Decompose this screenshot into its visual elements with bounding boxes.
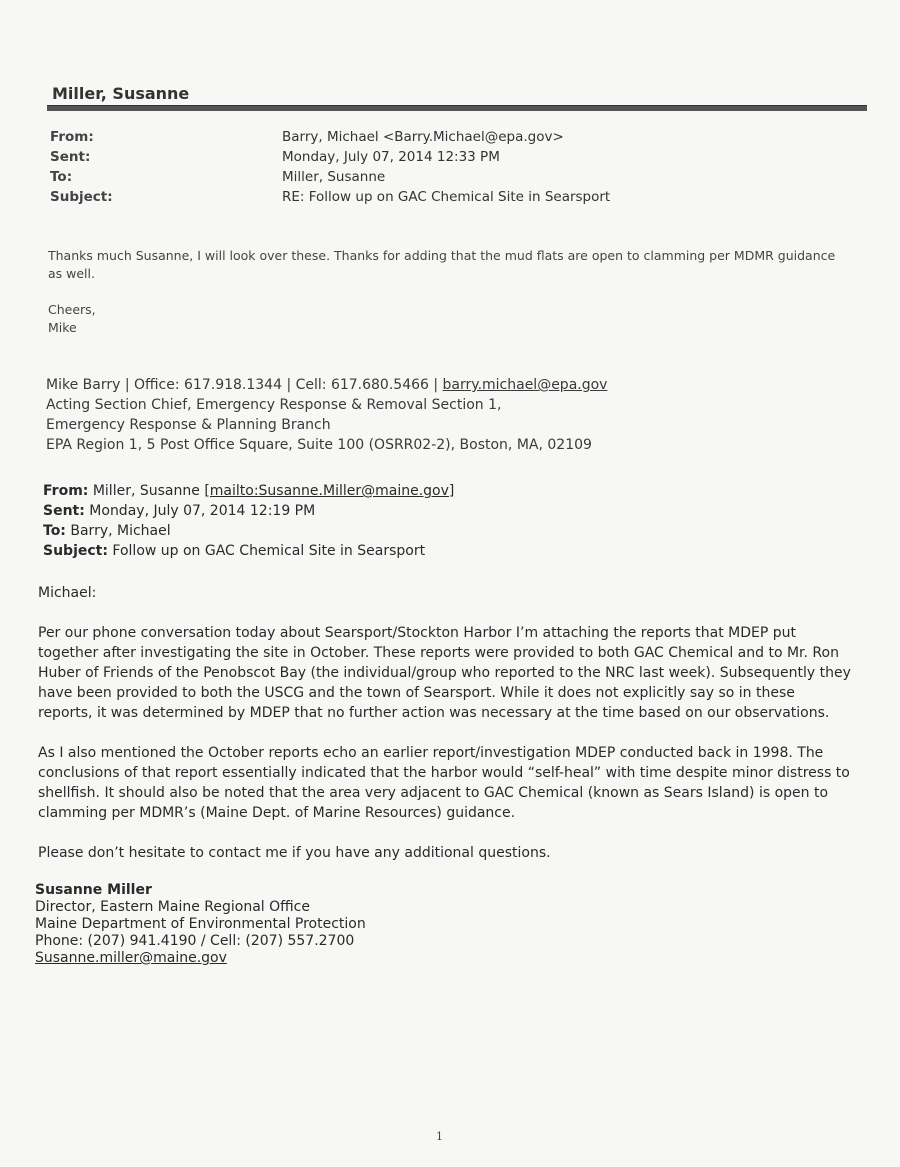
original-sent-row (43, 501, 454, 521)
reply-subject-value: RE: Follow up on GAC Chemical Site in Searsport (282, 189, 611, 205)
original-to-label: To: (43, 523, 66, 539)
signature-email[interactable]: Susanne.miller@maine.gov (35, 950, 227, 966)
signature-line-4: EPA Region 1, 5 Post Office Square, Suite 100 (OSRR02-2), Boston, MA, 02109 (46, 437, 592, 453)
signature-email-link[interactable]: barry.michael@epa.gov (442, 377, 608, 393)
signature-phone: Phone: (207) 941.4190 / Cell: (207) 557.2700 (35, 933, 355, 949)
signature-org: Maine Department of Environmental Protection (35, 916, 366, 932)
reply-to-label: To: (50, 169, 73, 185)
reply-sent-value: Monday, July 07, 2014 12:33 PM (282, 149, 500, 165)
reply-to-value: Miller, Susanne (282, 169, 386, 185)
reply-subject-label: Subject: (50, 189, 113, 205)
original-subject-value: Follow up on GAC Chemical Site in Searsport (107, 543, 426, 559)
original-greeting: Michael: (38, 585, 97, 601)
reply-sent-row (50, 147, 610, 167)
signature-name: Susanne Miller (35, 882, 152, 898)
original-header (43, 481, 454, 561)
original-from-row (43, 481, 454, 501)
reply-signoff (48, 301, 96, 337)
original-subject-label: Subject: (43, 543, 108, 559)
original-subject-row (43, 541, 454, 561)
reply-sent-label: Sent: (50, 149, 91, 165)
signature-line-1 (46, 375, 607, 395)
page-title: Miller, Susanne (52, 84, 190, 103)
signoff-line-1: Cheers, (48, 302, 96, 317)
signature-contact: Mike Barry | Office: 617.918.1344 | Cell: 617.680.5466 | (46, 377, 443, 393)
reply-subject-row (50, 187, 610, 207)
reply-header (50, 127, 610, 207)
title-rule (47, 105, 867, 111)
original-to-row (43, 521, 454, 541)
reply-body: Thanks much Susanne, I will look over these. Thanks for adding that the mud flats are open to clamming per MDMR guidance as well. (48, 248, 836, 281)
original-sent-value: Monday, July 07, 2014 12:19 PM (84, 503, 316, 519)
reply-to-row (50, 167, 610, 187)
original-paragraph-2: As I also mentioned the October reports echo an earlier report/investigation MDEP conducted back in 1998. The conclusions of that report essentially indicated that the harbor would “self-heal” with time despite minor distress to shellfish. It should also be noted that the area very adjacent to GAC Chemical (known as Sears Island) is open to clamming per MDMR’s (Maine Dept. of Marine Resources) guidance. (38, 745, 850, 821)
reply-signature (46, 375, 607, 455)
reply-from-row (50, 127, 610, 147)
original-mailto-link[interactable]: [mailto:Susanne.Miller@maine.gov] (204, 483, 455, 499)
original-signature (35, 882, 366, 967)
signature-title: Director, Eastern Maine Regional Office (35, 899, 310, 915)
signature-line-3: Emergency Response & Planning Branch (46, 417, 331, 433)
original-from-label: From: (43, 483, 89, 499)
signoff-line-2: Mike (48, 320, 77, 335)
signature-line-2: Acting Section Chief, Emergency Response & Removal Section 1, (46, 397, 502, 413)
original-paragraph-1: Per our phone conversation today about Searsport/Stockton Harbor I’m attaching the reports that MDEP put together after investigating the site in October. These reports were provided to both GAC Chemical and to Mr. Ron Huber of Friends of the Penobscot Bay (the individual/group who reported to the NRC last week). Subsequently they have been provided to both the USCG and the town of Searsport. While it does not explicitly say so in these reports, it was determined by MDEP that no further action was necessary at the time based on our observations. (38, 625, 851, 721)
reply-from-value: Barry, Michael <Barry.Michael@epa.gov> (282, 129, 564, 145)
reply-from-label: From: (50, 129, 94, 145)
page-number: 1 (436, 1130, 443, 1143)
original-paragraph-3: Please don’t hesitate to contact me if you have any additional questions. (38, 845, 551, 861)
original-from-value: Miller, Susanne (88, 483, 205, 499)
original-sent-label: Sent: (43, 503, 85, 519)
original-to-value: Barry, Michael (65, 523, 171, 539)
